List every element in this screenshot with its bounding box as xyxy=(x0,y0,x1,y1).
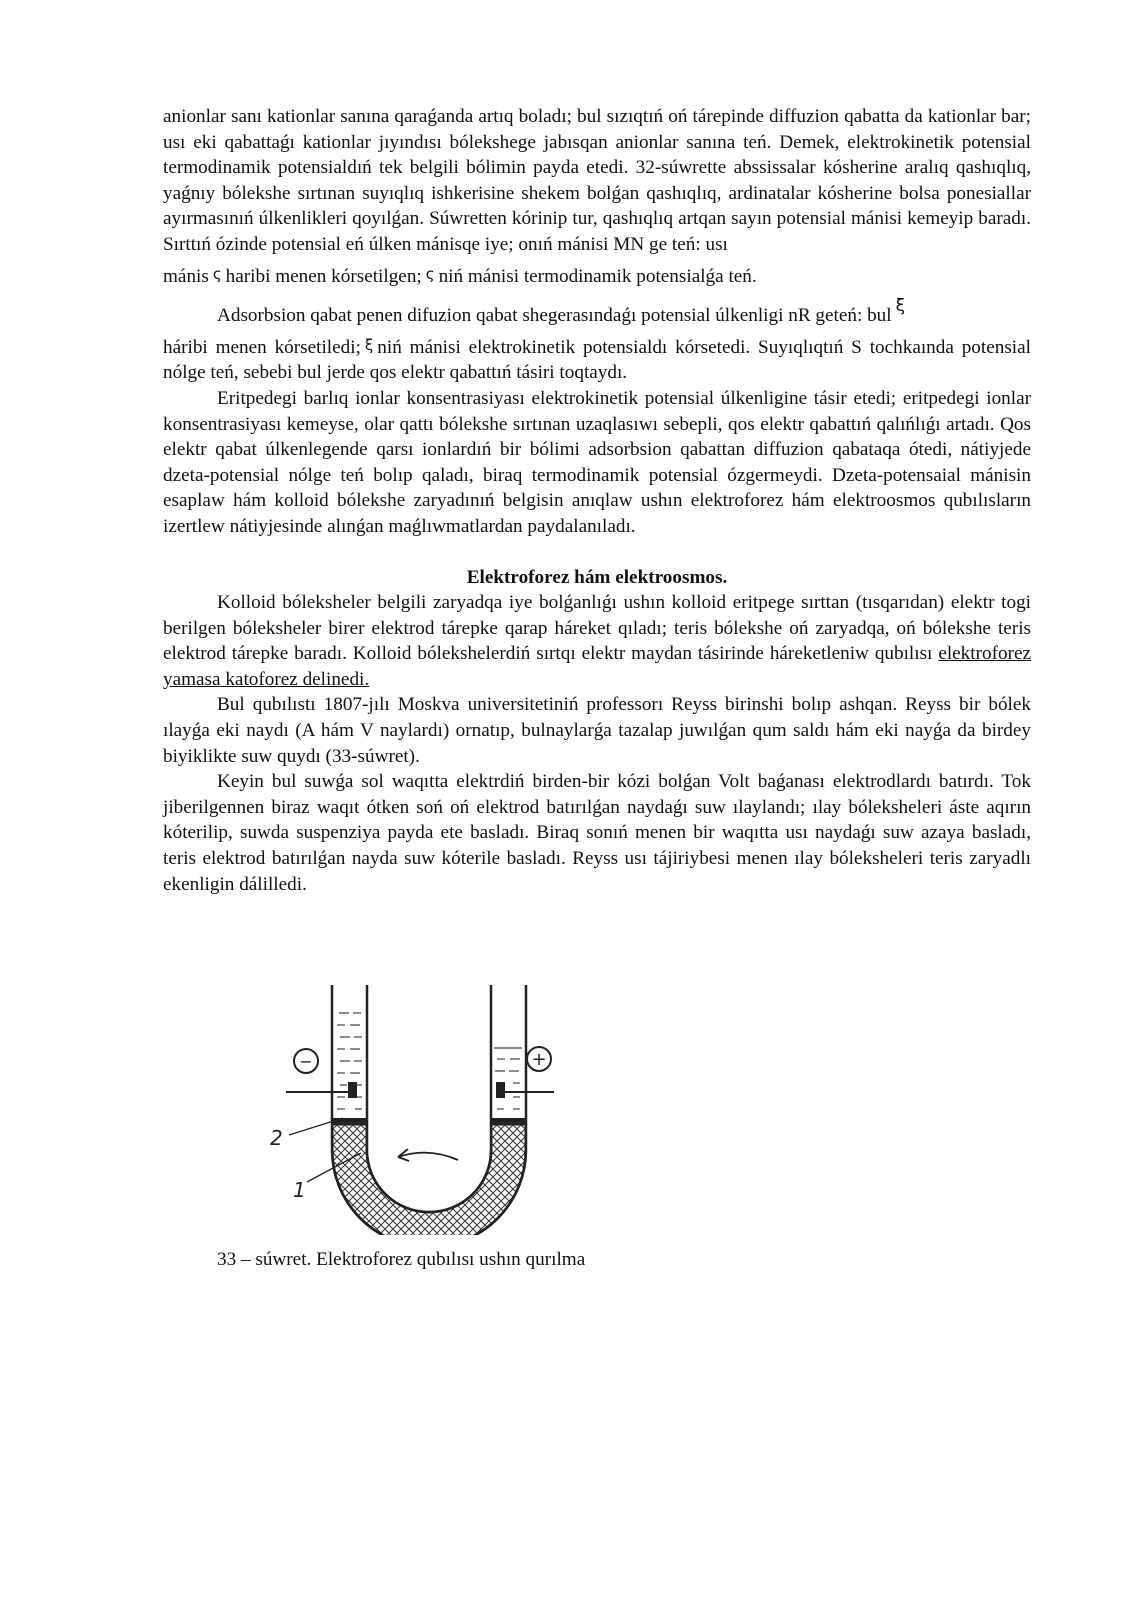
u-tube-inner-wall xyxy=(367,985,491,1212)
paragraph-7: Bul qubılıstı 1807-jılı Moskva universitetiniń professorı Reyss birinshi bolıp ashqan. Reyss bir bólek ılayǵa eki naydı (A hám V naylardı) ornatıp, bulnaylarǵa tazalap juwılǵan qum saldı hám eki nayǵa da birdey biyiklikte suw quydı (33-súwret). xyxy=(163,694,1031,767)
text-span: Adsorbsion qabat penen difuzion qabat shegerasındaǵı potensial úlkenligi nR geteń: bul xyxy=(217,305,892,327)
varsigma-symbol: ς xyxy=(212,264,222,283)
label-2: 2 xyxy=(270,1126,283,1150)
text-span: Kolloid bóleksheler belgili zaryadqa iye bolǵanlıǵı ushın kolloid eritpege sırttan (tısqarıdan) elektr togi berilgen bóleksheler birer elektrod tárepke qarap háreket qıladı; teris bólekshe oń zaryadqa, oń bólekshe teris elektrod tárepke baradı. Kolloid bólekshelerdiń sırtqı elektr maydan tásirinde háreketleniw qubılısı xyxy=(163,592,1031,665)
sand-band-right xyxy=(492,1118,525,1125)
label-1: 1 xyxy=(293,1178,306,1202)
paragraph-8: Keyin bul suwǵa sol waqıtta elektrdiń birden-bir kózi bolǵan Volt baǵanası elektrodlardı batırdı. Tok jiberilgennen biraz waqıt ótken soń oń elektrod batırılǵan naydaǵı suw ılaylandı; ılay bóleksheleri áste aqırın kóterilip, suwda suspenziya payda ete basladı. Biraq sonıń menen bir waqıtta usı naydaǵı suw azaya basladı, teris elektrod batırılǵan nayda suw kóterile basladı. Reyss usı tájiriybesi menen ılay bóleksheleri teris zaryadlı ekenligin dálilledi. xyxy=(163,771,1031,895)
body-text xyxy=(163,104,1031,897)
figure-caption: 33 – súwret. Elektroforez qubılısı ushın qurılma xyxy=(217,1249,586,1270)
xi-symbol: ξ xyxy=(364,335,374,354)
text-span: haribi menen kórsetilgen; xyxy=(225,265,422,287)
text-span: niń mánisi termodinamik potensialǵa teń. xyxy=(438,265,757,287)
electrode-left xyxy=(348,1082,357,1098)
paragraph-4 xyxy=(163,333,1031,386)
water-right xyxy=(494,1048,522,1109)
paragraph-3 xyxy=(163,294,1031,329)
flow-arrow xyxy=(398,1153,458,1160)
paragraph-6 xyxy=(163,590,1031,692)
section-heading: Elektroforez hám elektroosmos. xyxy=(466,566,728,588)
electrode-right xyxy=(496,1082,505,1098)
minus-sign: − xyxy=(299,1052,313,1071)
paragraph-5: Eritpedegi barlıq ionlar konsentrasiyası elektrokinetik potensial úlkenligine tásir etedi; eritpedegi ionlar konsentrasiyası kemeyse, olar qattı bólekshe sırtınan uzaqlasıwı sebepli, qos elektr qabattıń qalıńlıǵı artadı. Qos elektr qabat úlkenlegende qarsı ionlardıń bir bólimi adsorbsion qabattan diffuzion qabataqa ótedi, nátiyjede dzeta-potensial nólge teń bolıp qaladı, biraq termodinamik potensial ózgermeydi. Dzeta-potensaial mánisin esaplaw hám kolloid bólekshe zaryadınıń belgisin anıqlaw ushın elektroforez hám elektroosmos qubılısların izertlew nátiyjesinde alınǵan maǵlıwmatlardan paydalanıladı. xyxy=(163,387,1031,537)
text-span: mánis xyxy=(163,265,209,287)
text-span: háribi menen kórsetiledi; xyxy=(163,336,361,358)
varsigma-symbol: ς xyxy=(425,264,435,283)
xi-symbol: ξ xyxy=(895,296,906,317)
electrophoresis-apparatus-figure xyxy=(213,985,583,1235)
underlined-definition: elektroforez yamasa katoforez delinedi. xyxy=(163,643,1031,690)
clay-layer xyxy=(333,1125,525,1235)
text-span: niń mánisi elektrokinetik potensialdı kórsetedi. Suyıqlıqtıń S tochkaında potensial nólge teń, sebebi bul jerde qos elektr qabattıń tásiri toqtaydı. xyxy=(163,336,1031,384)
paragraph-2 xyxy=(163,262,1031,290)
paragraph-1: anionlar sanı kationlar sanına qaraǵanda artıq boladı; bul sızıqtıń oń tárepinde diffuzion qabatta da kationlar bar; usı eki qabattaǵı kationlar jıyındısı bólekshege jabısqan anionlar sanına teń. Demek, elektrokinetik potensial termodinamik potensialdıń tek belgili bólimin payda etedi. 32-súwrette abssissalar kósherine aralıq qashıqlıq, yaǵnıy bólekshe sırtınan suyıqlıq ishkerisine shekem bolǵan qashıqlıq, ardinatalar kósherine bolsa ponesiallar ayırmasınıń úlkenlikleri qoyılǵan. Súwretten kórinip tur, qashıqlıq artqan sayın potensial mánisi kemeyip baradı. Sırttıń ózinde potensial eń úlken mánisqe iye; onıń mánisi MN ge teń: usı xyxy=(163,106,1031,255)
plus-sign: + xyxy=(531,1049,547,1070)
